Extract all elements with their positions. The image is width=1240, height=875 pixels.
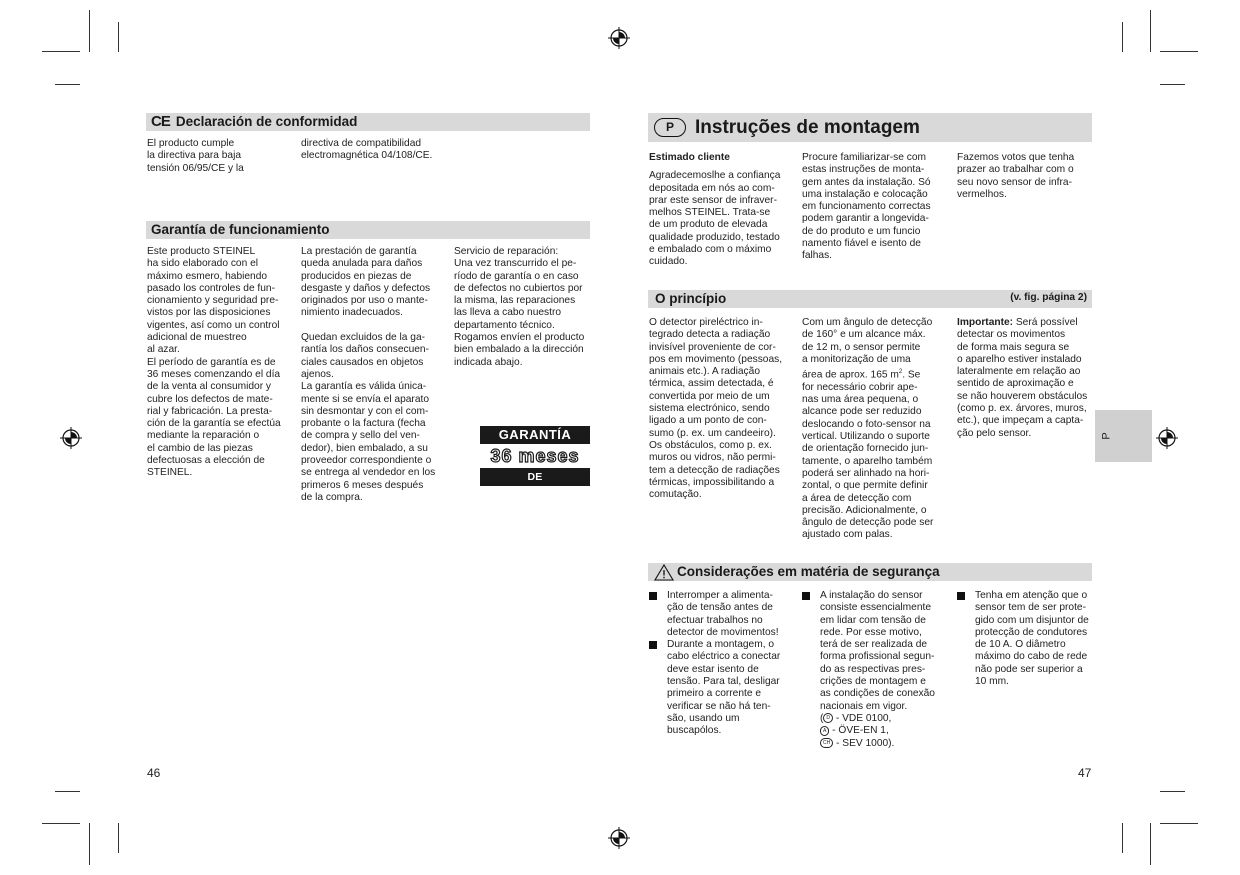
safety-heading-bar xyxy=(648,563,1092,581)
safety-col-2 xyxy=(802,590,952,750)
intro-col-3: Fazemos votos que tenha prazer ao trabalhar com o seu novo sensor de infra- vermelhos. xyxy=(957,152,1075,200)
safety-col-3 xyxy=(957,590,1097,688)
intro-col-2: Procure familiarizar-se com estas instruções de monta- gem antes da instalação. Só uma instalação e colocação em funcionamento correctas podem garantir a longevida- de do produto e um funcio namento fiável e isento de falhas. xyxy=(802,152,931,262)
bullet-icon xyxy=(649,592,657,600)
country-code-icon: D xyxy=(823,713,833,723)
registration-mark-icon xyxy=(60,427,82,449)
warranty-heading: Garantía de funcionamiento xyxy=(146,221,590,239)
warranty-col-3: Servicio de reparación: Una vez transcurrido el pe- ríodo de garantía o en caso de defectos no cubiertos por la misma, las reparaciones las lleva a cabo nuestro departamento técnico. Rogamos envíen el producto bien embalado a la dirección indicada abajo. xyxy=(454,246,585,368)
safety-heading: Considerações em matéria de segurança xyxy=(677,564,940,579)
warranty-badge xyxy=(480,426,590,501)
registration-mark-icon xyxy=(608,827,630,849)
conformity-heading xyxy=(146,113,590,131)
conformity-col-2: directiva de compatibilidad electromagnética 04/108/CE. xyxy=(301,138,433,162)
bullet-icon xyxy=(649,641,657,649)
page-title: Instruções de montagem xyxy=(695,117,920,138)
intro-heading: Estimado cliente xyxy=(649,152,730,163)
principle-ref: (v. fig. página 2) xyxy=(1010,292,1087,303)
principle-important-label: Importante: xyxy=(957,317,1014,328)
principle-col-2-a: Com um ângulo de detecção de 160° e um alcance máx. de 12 m, o sensor permite a monitorização de uma área de aprox. 165 m xyxy=(802,317,933,381)
warranty-col-2: La prestación de garantía queda anulada para daños producidos en piezas de desgaste y daños y defectos originados por uso o mante- nimiento inadecuados. Quedan excluidos de la ga- rantía los daños consecuen- ciales causados en objetos ajenos. La garantía es válida única- mente si se envía el aparato sin desmontar y con el com- probante o la factura (fecha de compra y sello del ven- dedor), bien embalado, a su proveedor correspondiente o se entrega al vendedor en los primeros 6 meses después de la compra. xyxy=(301,246,436,503)
ce-mark: CE xyxy=(151,113,170,130)
principle-col-3-text: Será possível detectar os movimentos de forma mais segura se o aparelho estiver instalado lateralmente em relação ao sentido de aproximação e se não houverem obstáculos (como p. ex. árvores, muros, etc.), que impeçam a capta- ção pelo sensor. xyxy=(957,317,1088,439)
list-item: Tenha em atenção que o sensor tem de ser prote- gido com um disjuntor de protecção de condutores de 10 A. O diâmetro máximo do cabo de rede não pode ser superior a 10 mm. xyxy=(957,590,1097,688)
principle-col-1: O detector pireléctrico in- tegrado detecta a radiação invisível proveniente de cor- pos em movimento (pessoas, animais etc.). A radiação térmica, assim detectada, é convertida por meio de um sistema electrónico, sendo ligado a um ponto de con- sumo (p. ex. um candeeiro). Os obstáculos, como p. ex. muros ou vidros, não permi- tem a detecção de radiações térmicas, impossibilitando a comutação. xyxy=(649,317,783,501)
side-tab xyxy=(1095,410,1152,462)
list-item: Durante a montagem, o cabo eléctrico a conectar deve estar isento de tensão. Para tal, desligar primeiro a corrente e verificar se não há ten- são, usando um buscapólos. xyxy=(649,639,794,737)
safety-col-1 xyxy=(649,590,794,738)
intro-col-1 xyxy=(649,152,791,269)
country-code-icon: CH xyxy=(820,738,833,748)
norm-line: A - ÖVE-EN 1, xyxy=(820,725,952,737)
list-item: A instalação do sensor consiste essencialmente em lidar com tensão de rede. Por esse motivo, terá de ser realizada de forma profissional segun- do as respectivas pres- crições de montagem e as condições de conexão nacionais em vigor. xyxy=(802,590,952,713)
warranty-badge-middle: 36 meses xyxy=(490,446,580,466)
list-item: Interromper a alimenta- ção de tensão antes de efectuar trabalhos no detector de movimentos! xyxy=(649,590,794,639)
warranty-badge-bottom: DE FUNCIONAMIENTO xyxy=(480,468,590,486)
norm-line: ( D - VDE 0100, xyxy=(820,712,892,724)
title-bar xyxy=(648,113,1092,142)
warranty-badge-top: GARANTÍA xyxy=(480,426,590,444)
bullet-icon xyxy=(957,592,965,600)
principle-heading-bar xyxy=(648,290,1092,308)
warranty-col-1: Este producto STEINEL ha sido elaborado con el máximo esmero, habiendo pasado los controles de fun- cionamiento y seguridad pre- vistos por las disposiciones vigentes, así como un control adicional de muestreo al azar. El período de garantía es de 36 meses comenzando el día de la venta al consumidor y cubre los defectos de mate- rial y fabricación. La presta- ción de la garantía se efectúa mediante la reparación o el cambio de las piezas defectuosas a elección de STEINEL. xyxy=(147,246,281,479)
page-number-right: 47 xyxy=(1078,766,1092,780)
page-number-left: 46 xyxy=(147,766,161,780)
principle-col-2 xyxy=(802,317,947,542)
norms-list xyxy=(802,713,952,750)
intro-col-1-text: Agradecemoslhe a confiança depositada em nós ao com- prar este sensor de infraver- melhos STEINEL. Trata-se de um produto de elevada qualidade produzido, testado e embalado com o máximo cuidado. xyxy=(649,170,781,268)
principle-col-3 xyxy=(957,317,1097,440)
country-code-icon: A xyxy=(820,726,829,736)
bullet-icon xyxy=(802,592,810,600)
principle-col-2-b: . Se for necessário cobrir ape- nas uma área pequena, o alcance pode ser reduzido deslocando o foto-sensor na vertical. Utilizando o suporte de orientação fornecido jun- tamente, o aparelho também poderá ser alinhado na hori- zontal, o que permite definir a área de detecção com precisão. Adicionalmente, o ângulo de detecção pode ser ajustado com palas. xyxy=(802,369,934,541)
warning-triangle-icon xyxy=(654,564,674,581)
norm-line: CH - SEV 1000). xyxy=(820,738,952,750)
registration-mark-icon xyxy=(608,27,630,49)
principle-col-2-sup: 2 xyxy=(898,369,903,376)
side-tab-label: P xyxy=(1100,432,1113,440)
principle-heading: O princípio xyxy=(655,291,727,306)
registration-mark-icon xyxy=(1156,427,1178,449)
conformity-heading-text: Declaración de conformidad xyxy=(175,114,358,129)
conformity-col-1: El producto cumple la directiva para baja tensión 06/95/CE y la xyxy=(147,138,244,174)
lang-badge: P xyxy=(654,118,686,137)
